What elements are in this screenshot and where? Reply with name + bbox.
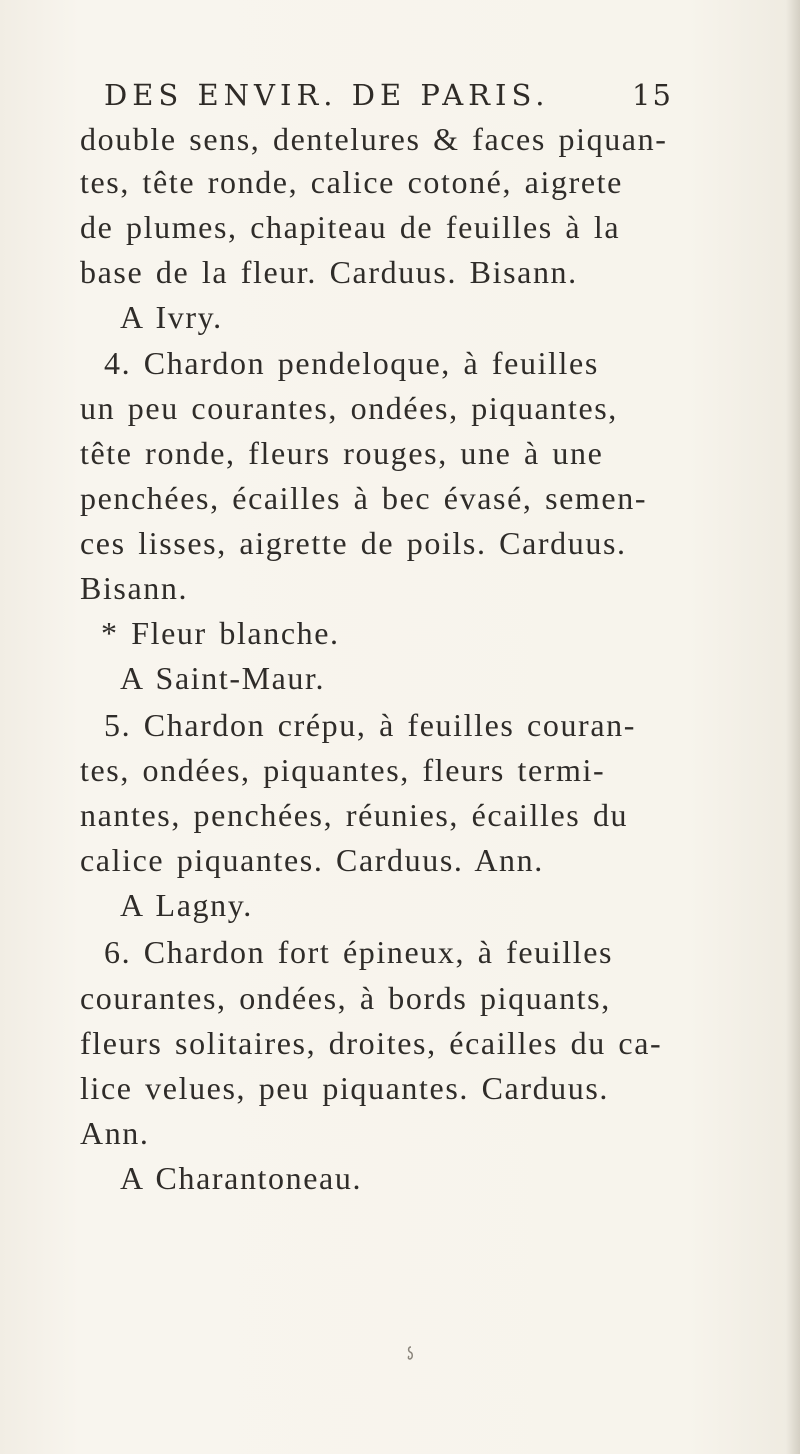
text-line: lice velues, peu piquantes. Carduus. — [80, 1070, 610, 1106]
running-head-title: DES ENVIR. DE PARIS. — [104, 78, 550, 112]
location-line: A Saint-Maur. — [120, 660, 326, 696]
text-line: tes, tête ronde, calice cotoné, aigrete — [80, 164, 623, 200]
location-line: A Ivry. — [120, 299, 223, 335]
text-line: tes, ondées, piquantes, fleurs termi- — [80, 752, 606, 788]
location-line: A Charantoneau. — [120, 1160, 363, 1196]
text-line: fleurs solitaires, droites, écailles du ca- — [80, 1025, 663, 1061]
printer-signature-mark — [407, 1346, 415, 1360]
text-line: courantes, ondées, à bords piquants, — [80, 980, 611, 1016]
text-line: double sens, dentelures & faces piquan- — [80, 121, 668, 157]
page-number: 15 — [632, 78, 673, 112]
text-line: ces lisses, aigrette de poils. Carduus. — [80, 525, 627, 561]
text-line: base de la fleur. Carduus. Bisann. — [80, 254, 578, 290]
entry-heading: 6. Chardon fort épineux, à feuilles — [104, 934, 614, 970]
location-line: A Lagny. — [120, 887, 253, 923]
text-line: nantes, penchées, réunies, écailles du — [80, 797, 629, 833]
text-line: Ann. — [80, 1115, 150, 1151]
entry-heading: 5. Chardon crépu, à feuilles couran- — [104, 707, 636, 743]
entry-heading: 4. Chardon pendeloque, à feuilles — [104, 345, 599, 381]
text-line: tête ronde, fleurs rouges, une à une — [80, 435, 604, 471]
text-line: calice piquantes. Carduus. Ann. — [80, 842, 544, 878]
text-line: Bisann. — [80, 570, 189, 606]
text-line: de plumes, chapiteau de feuilles à la — [80, 209, 621, 245]
variety-note: * Fleur blanche. — [101, 615, 340, 651]
text-line: un peu courantes, ondées, piquantes, — [80, 390, 618, 426]
text-line: penchées, écailles à bec évasé, semen- — [80, 480, 648, 516]
